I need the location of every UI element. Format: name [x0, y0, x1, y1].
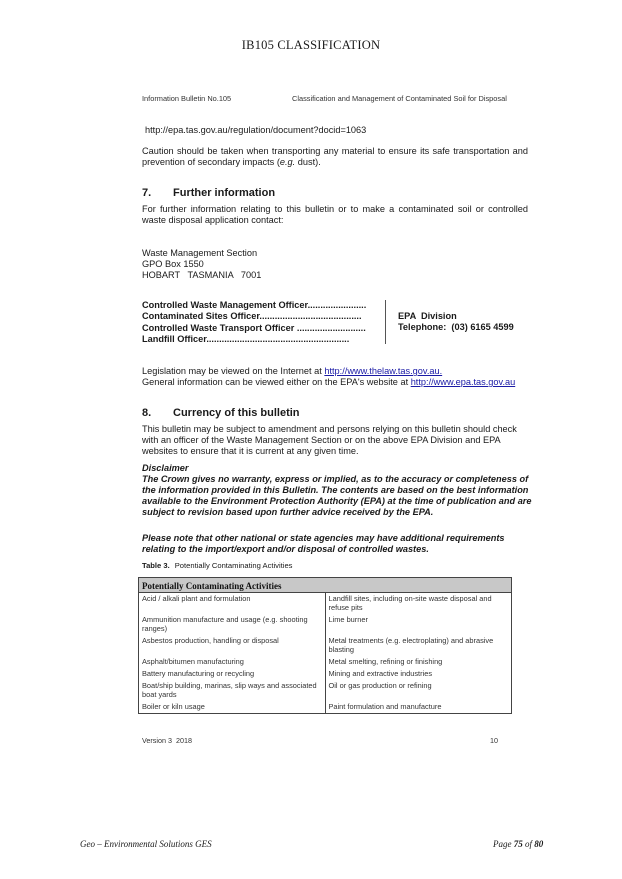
section-title: Further information [173, 187, 276, 199]
address-line: Waste Management Section [142, 248, 258, 258]
table-caption [142, 561, 292, 570]
table-cell: Paint formulation and manufacture [328, 702, 442, 711]
table-cell: Mining and extractive industries [328, 669, 433, 678]
section-number: 7. [142, 187, 152, 199]
table-caption-text: Potentially Contaminating Activities [174, 561, 293, 570]
table-header: Potentially Contaminating Activities [139, 578, 512, 593]
epa-division: EPA Division [398, 311, 457, 321]
caution-text: Caution should be taken when transporting any material to ensure its safe transportation and prevention of secondary impacts ( [142, 146, 528, 167]
page-mid: of [522, 839, 535, 849]
section-number: 8. [142, 407, 152, 419]
caution-paragraph [142, 146, 528, 168]
agencies-note: Please note that other national or state agencies may have additional requirements relating to the import/export and/or disposal of controlled wastes. [142, 533, 505, 554]
table-row [139, 668, 512, 680]
table-cell: Boat/ship building, marinas, slip ways and associated boat yards [139, 680, 326, 701]
contact-officer: Contaminated Sites Officer........................................ [142, 311, 362, 322]
table-row [139, 701, 512, 714]
table-cell: Ammunition manufacture and usage (e.g. shooting ranges) [139, 614, 326, 635]
table-cell: Acid / alkali plant and formulation [139, 593, 326, 615]
bulletin-subject: Classification and Management of Contaminated Soil for Disposal [292, 94, 507, 103]
table-cell: Metal treatments (e.g. electroplating) and abrasive blasting [328, 636, 494, 654]
table-cell: Landfill sites, including on-site waste disposal and refuse pits [328, 594, 492, 612]
table-row [139, 680, 512, 701]
address-line: GPO Box 1550 [142, 259, 204, 269]
bulletin-number: Information Bulletin No.105 [142, 94, 232, 103]
table-row [139, 656, 512, 668]
caution-eg: e.g. [279, 157, 296, 167]
contact-officers [142, 300, 366, 345]
epa-contact [398, 311, 514, 334]
legislation-text: Legislation may be viewed on the Internet at [142, 366, 325, 376]
general-info-text: General information can be viewed either on the EPA's website at [142, 377, 411, 387]
postal-address [142, 248, 261, 281]
epa-website-link[interactable]: http://www.epa.tas.gov.au [410, 377, 516, 387]
contact-officer: Controlled Waste Transport Officer ........................... [142, 322, 366, 333]
address-line: HOBART TASMANIA 7001 [142, 270, 262, 280]
table-cell: Asphalt/bitumen manufacturing [139, 656, 326, 668]
legislation-info [142, 366, 515, 388]
epa-telephone: Telephone: (03) 6165 4599 [398, 322, 514, 333]
page-current: 75 [513, 839, 523, 849]
page-counter [493, 839, 543, 849]
table-cell: Lime burner [328, 615, 368, 624]
section-8-heading [142, 407, 300, 419]
contact-officer: Landfill Officer........................................................ [142, 333, 350, 344]
company-footer: Geo – Environmental Solutions GES [80, 839, 212, 849]
bulletin-page-number: 10 [490, 736, 498, 745]
table-cell: Metal smelting, refining or finishing [328, 657, 443, 666]
page-total: 80 [534, 839, 544, 849]
document-url: http://epa.tas.gov.au/regulation/document?docid=1063 [145, 125, 367, 135]
section-title: Currency of this bulletin [173, 407, 300, 419]
contact-officer: Controlled Waste Management Officer....................... [142, 300, 367, 310]
table-label: Table 3. [142, 561, 170, 570]
table-row [139, 593, 512, 615]
section-7-heading [142, 187, 275, 199]
disclaimer-text: The Crown gives no warranty, express or implied, as to the accuracy or completeness of the information provided in this Bulletin. The contents are based on the best information available to the Environment Protection Authority (EPA) at the time of publication and are subject to revision based upon further advice received by the EPA. [142, 474, 532, 517]
table-cell: Boiler or kiln usage [139, 701, 326, 714]
table-cell: Battery manufacturing or recycling [139, 668, 326, 680]
table-row [139, 614, 512, 635]
table-row [139, 635, 512, 656]
version-label: Version 3 2018 [142, 736, 192, 745]
contaminating-activities-table [138, 577, 512, 714]
disclaimer-heading: Disclaimer [142, 463, 189, 473]
caution-text-end: dust). [295, 157, 321, 167]
document-title: IB105 CLASSIFICATION [241, 38, 381, 52]
table-cell: Asbestos production, handling or disposal [139, 635, 326, 656]
table-cell: Oil or gas production or refining [328, 681, 432, 690]
page-prefix: Page [493, 839, 514, 849]
contacts-divider [385, 300, 386, 344]
section-8-body: This bulletin may be subject to amendment and persons relying on this bulletin should check with an officer of the Waste Management Section or on the above EPA Division and EPA websites to ensure that it is current at any given time. [142, 424, 517, 456]
section-7-body: For further information relating to this bulletin or to make a contaminated soil or controlled waste disposal application contact: [142, 204, 528, 225]
thelaw-link[interactable]: http://www.thelaw.tas.gov.au. [324, 366, 443, 376]
